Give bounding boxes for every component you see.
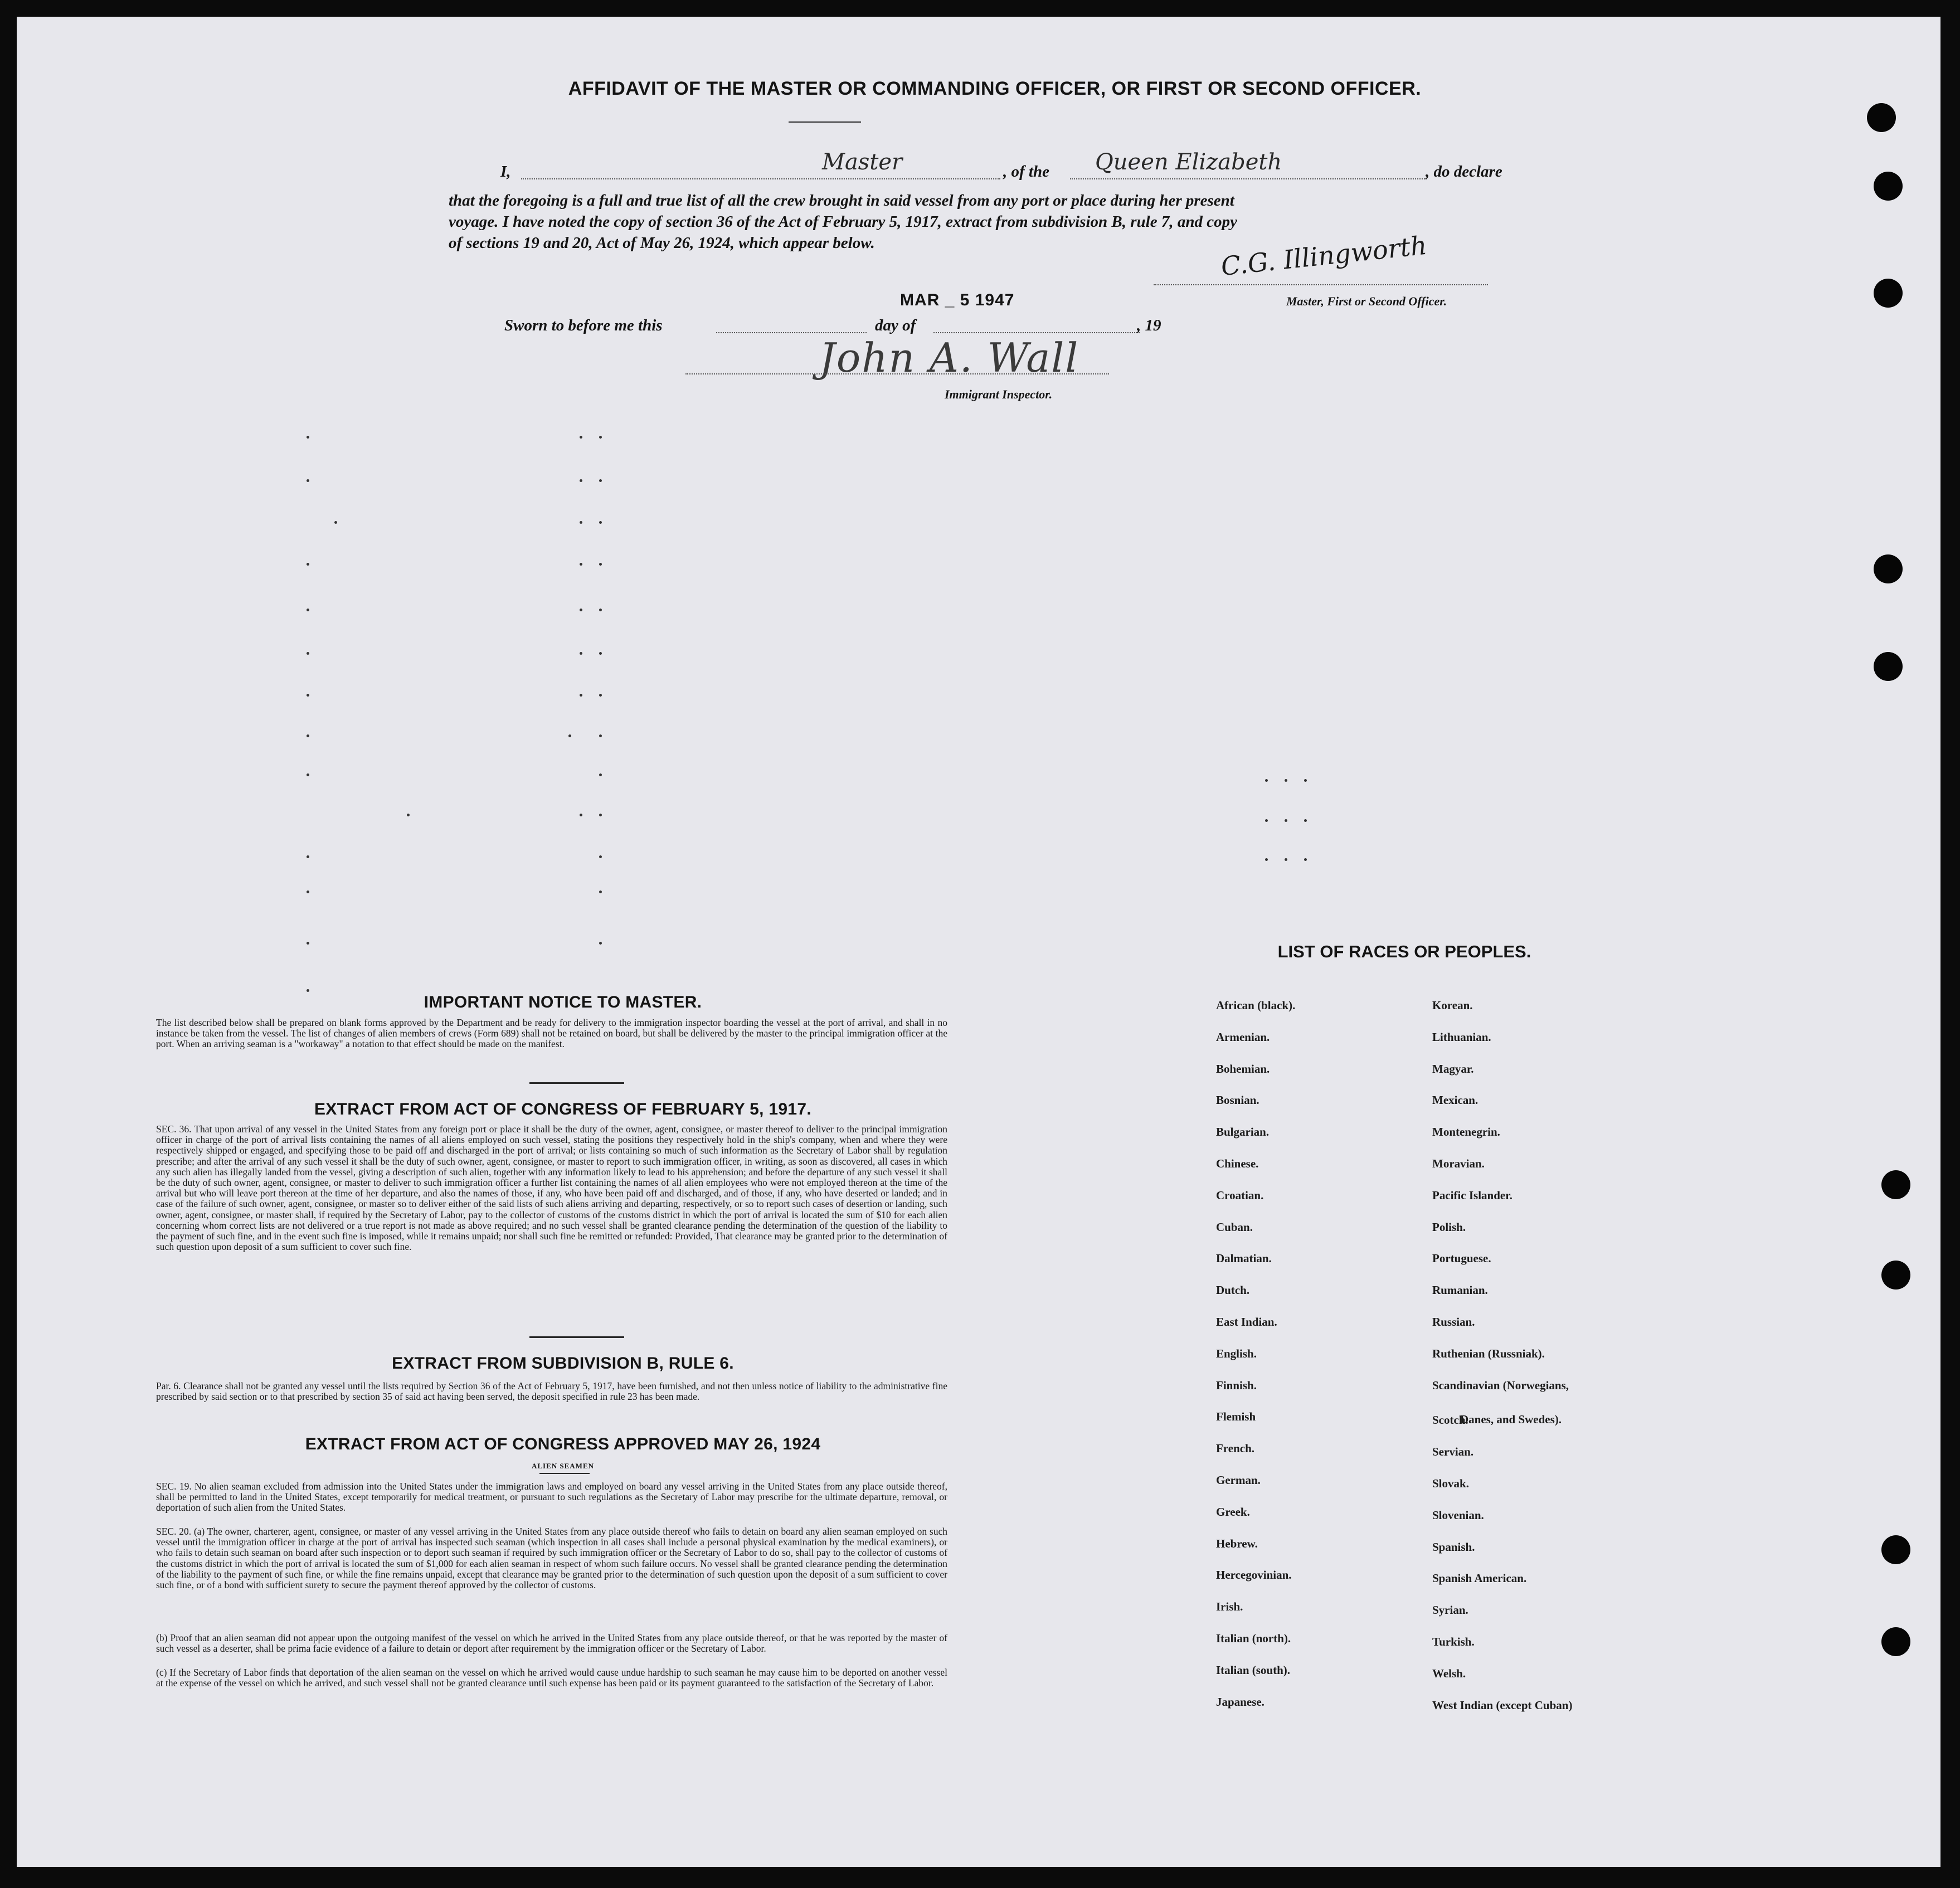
race-item-col1: Japanese.: [1216, 1695, 1264, 1709]
mark-dot: [599, 479, 602, 482]
mark-dot: [1265, 858, 1268, 861]
mark-dot: [599, 521, 602, 524]
section-20c-text: (c) If the Secretary of Labor finds that deportation of the alien seaman on the vessel on which he arrived would cause undue hardship to such seaman he may cause him to be deported on another vessel at the expense of the vessel on which he arrived, and such vessel shall not be granted clearance until such expense has been paid or its payment guaranteed to the satisfaction of the Secretary of Labor.: [156, 1667, 947, 1689]
extract-1924-subtitle: ALIEN SEAMEN: [531, 1462, 595, 1470]
section-20b-text: (b) Proof that an alien seaman did not appear upon the outgoing manifest of the vessel on which he arrived in the United States from any place outside thereof, or that he was reported by the master of such vessel as a deserter, shall be prima facie evidence of a failure to detain or deport after requirement by the immigration officer or the Secretary of Labor.: [156, 1632, 947, 1655]
mark-dot: [580, 563, 582, 566]
master-label: Master, First or Second Officer.: [1286, 294, 1447, 308]
mark-dot: [307, 479, 309, 482]
mark-dot: [599, 436, 602, 439]
mark-dot: [1285, 858, 1287, 861]
notice-title: IMPORTANT NOTICE TO MASTER.: [424, 993, 702, 1011]
punch-hole: [1881, 1170, 1910, 1199]
section-19-text: SEC. 19. No alien seaman excluded from admission into the United States under the immigration laws and employed on board any vessel arriving in the United States from any place outside thereof, shall be permitted to land in the United States, except temporarily for medical treatment, or pursuant to such regulations as the Secretary of Labor may prescribe for the ultimate departure, removal, or deportation of such alien from the United States.: [156, 1481, 947, 1514]
month-line: [933, 332, 1140, 333]
inspector-signature: John A. Wall: [819, 334, 1079, 381]
race-item-col2: Magyar.: [1432, 1062, 1474, 1076]
race-item-col1: Finnish.: [1216, 1378, 1257, 1392]
mark-dot: [307, 891, 309, 893]
master-signature: C.G. Illingworth: [1219, 230, 1428, 282]
year-label: , 19: [1137, 317, 1161, 334]
race-item-col1: Chinese.: [1216, 1157, 1259, 1170]
race-item-col2: Montenegrin.: [1432, 1125, 1500, 1139]
race-item-col2: Spanish American.: [1432, 1571, 1527, 1585]
race-item-col1: Bohemian.: [1216, 1062, 1270, 1076]
mark-dot: [307, 734, 309, 737]
race-item-col2: Slovak.: [1432, 1477, 1469, 1490]
mark-dot: [334, 521, 337, 524]
extract-1917-title: EXTRACT FROM ACT OF CONGRESS OF FEBRUARY 5, 1917.: [314, 1100, 812, 1118]
name-blank-line: [521, 178, 1000, 179]
divider: [529, 1336, 624, 1338]
mark-dot: [307, 989, 309, 992]
mark-dot: [307, 694, 309, 697]
mark-dot: [307, 773, 309, 776]
race-item-col2: Polish.: [1432, 1220, 1466, 1234]
race-item-col2: Moravian.: [1432, 1157, 1485, 1170]
punch-hole: [1874, 172, 1903, 201]
mark-dot: [307, 436, 309, 439]
race-item-col2: Slovenian.: [1432, 1508, 1484, 1522]
mark-dot: [307, 609, 309, 611]
master-signature-line: [1154, 284, 1488, 285]
divider: [529, 1082, 624, 1084]
mark-dot: [1304, 858, 1307, 861]
race-item-col1: Italian (north).: [1216, 1632, 1291, 1645]
race-item-col1: Hercegovinian.: [1216, 1568, 1292, 1582]
mark-dot: [307, 563, 309, 566]
race-item-col2: West Indian (except Cuban): [1432, 1698, 1573, 1712]
race-item-col1: East Indian.: [1216, 1315, 1277, 1329]
subdivision-b-title: EXTRACT FROM SUBDIVISION B, RULE 6.: [392, 1354, 734, 1373]
race-item-col1: French.: [1216, 1442, 1255, 1456]
mark-dot: [580, 652, 582, 655]
document-page: [17, 17, 1940, 1867]
mark-dot: [1265, 819, 1268, 822]
race-item-col2: Servian.: [1432, 1445, 1474, 1459]
race-item-continuation: Danes, and Swedes).: [1460, 1413, 1562, 1426]
mark-dot: [599, 694, 602, 697]
race-item-col2: Scandinavian (Norwegians,: [1432, 1378, 1569, 1392]
punch-hole: [1881, 1261, 1910, 1290]
mark-dot: [1285, 779, 1287, 782]
mark-dot: [599, 891, 602, 893]
race-item-col1: Hebrew.: [1216, 1536, 1258, 1550]
race-item-col1: German.: [1216, 1473, 1261, 1487]
notice-text: The list described below shall be prepared on blank forms approved by the Department and be ready for delivery to the immigration inspector boarding the vessel at the port of arrival, and shall in no instance be taken from the vessel. The list of changes of alien members of crews (Form 689) shall not be retained on board, but shall be delivered by the master to the principal immigration officer at the port. When an arriving seaman is a "workaway" a notation to that effect should be made on the manifest.: [156, 1017, 947, 1050]
mark-dot: [599, 773, 602, 776]
mark-dot: [599, 942, 602, 945]
mark-dot: [407, 814, 410, 816]
race-item-col1: African (black).: [1216, 999, 1296, 1012]
race-item-col2: Welsh.: [1432, 1666, 1466, 1680]
race-item-col2: Mexican.: [1432, 1093, 1478, 1107]
mark-dot: [599, 814, 602, 816]
affidavit-title: AFFIDAVIT OF THE MASTER OR COMMANDING OFFICER, OR FIRST OR SECOND OFFICER.: [568, 78, 1422, 99]
mark-dot: [307, 942, 309, 945]
extract-1924-title: EXTRACT FROM ACT OF CONGRESS APPROVED MAY 26, 1924: [305, 1435, 821, 1453]
vessel-blank-line: [1070, 178, 1427, 179]
race-item-col2: Portuguese.: [1432, 1252, 1491, 1266]
affidavit-of-the: , of the: [1003, 163, 1049, 181]
mark-dot: [599, 652, 602, 655]
inspector-label: Immigrant Inspector.: [945, 387, 1053, 401]
punch-hole: [1874, 279, 1903, 308]
mark-dot: [599, 855, 602, 858]
mark-dot: [307, 652, 309, 655]
mark-dot: [580, 521, 582, 524]
section-20a-text: SEC. 20. (a) The owner, charterer, agent, consignee, or master of any vessel arriving in the United States from any place outside thereof who fails to detain on board any alien seaman employed on such vessel until the immigration officer in charge at the port of arrival has inspected such seaman (which inspection in all cases shall include a personal physical examination by the medical examiners), or who fails to detain such seaman on board after such inspection or to deport such seaman if required by such immigration officer or the Secretary of Labor to do so, shall pay to the collector of customs of the customs district in which the port of arrival is located the sum of $1,000 for each alien seaman in respect of whom such failure occurs. No vessel shall be granted clearance pending the determination of the liability to the payment of such fine, or while the fine remains unpaid, except that clearance may be granted prior to the determination of such question upon the deposit of a sum sufficient to cover such fine, or of a bond with sufficient surety to secure the payment thereof approved by the collector of customs.: [156, 1526, 947, 1591]
punch-hole: [1867, 103, 1896, 132]
race-item-col2: Pacific Islander.: [1432, 1188, 1512, 1202]
mark-dot: [599, 563, 602, 566]
race-item-col1: Bosnian.: [1216, 1093, 1259, 1107]
mark-dot: [580, 609, 582, 611]
race-item-col2: Rumanian.: [1432, 1283, 1488, 1297]
race-item-col1: Greek.: [1216, 1505, 1250, 1519]
subdivision-b-text: Par. 6. Clearance shall not be granted any vessel until the lists required by Section 36 of the Act of February 5, 1917, have been furnished, and not then unless notice of liability to the administrative fine prescribed by said section or to that prescribed by section 35 of said act having been served, the deposit specified in rule 23 has been made.: [156, 1380, 947, 1403]
extract-1917-text: SEC. 36. That upon arrival of any vessel in the United States from any foreign port or place it shall be the duty of the owner, agent, consignee, or master thereof to deliver to the principal immigration officer in charge of the port of arrival lists containing the names of all aliens employed on such vessel, stating the positions they respectively hold in the ship's company, when and where they were respectively shipped or engaged, and specifying those to be paid off and discharged in the port of arrival; or lists containing so much of such information as the Secretary of Labor shall by regulation prescribe; and after the arrival of any such vessel it shall be the duty of such owner, agent, consignee, or master to report to such immigration officer, in writing, as soon as discovered, all cases in which any such alien has illegally landed from the vessel, giving a description of such alien, together with any information likely to lead to his apprehension; and before the departure of any such vessel it shall be the duty of such owner, agent, consignee, or master to deliver to such immigration officer a further list containing the names of all alien employees who were not employed thereon at the time of the arrival but who will leave port thereon at the time of her departure, and also the names of those, if any, who have been paid off and discharged, and of those, if any, who have deserted or landed; and in case of the failure of such owner, agent, consignee, or master so to deliver either of the said lists of such aliens arriving and departing, respectively, or so to report such cases of desertion or landing, such owner, agent, consignee, or master shall, if required by the Secretary of Labor, pay to the collector of customs of the customs district in which the port of arrival is located the sum of $10 for each alien concerning whom correct lists are not delivered or a true report is not made as above required; and no such vessel shall be granted clearance pending the determination of the question of the liability to the payment of such fine, and in the event such fine is imposed, while it remains unpaid; nor shall such fine be remitted or refunded: Provided, That clearance may be granted prior to the determination of such question upon deposit of a sum sufficient to cover such fine.: [156, 1123, 947, 1253]
affidavit-i-label: I,: [500, 163, 511, 181]
sworn-day-line: [716, 332, 867, 333]
punch-hole: [1881, 1535, 1910, 1564]
race-item-col1: Dutch.: [1216, 1283, 1250, 1297]
race-item-col1: Flemish: [1216, 1410, 1256, 1424]
sworn-label: Sworn to before me this: [504, 317, 663, 334]
race-item-col1: Italian (south).: [1216, 1663, 1291, 1677]
handwritten-vessel: Queen Elizabeth: [1095, 149, 1282, 175]
affidavit-line-2: that the foregoing is a full and true list of all the crew brought in said vessel from any port or place during her present: [449, 192, 1234, 210]
mark-dot: [580, 694, 582, 697]
mark-dot: [580, 479, 582, 482]
race-item-col1: Bulgarian.: [1216, 1125, 1270, 1139]
mark-dot: [580, 436, 582, 439]
divider: [539, 1473, 590, 1474]
race-item-col2: Lithuanian.: [1432, 1030, 1491, 1044]
affidavit-do-declare: , do declare: [1426, 163, 1502, 181]
mark-dot: [568, 734, 571, 737]
day-of-label: day of: [875, 317, 916, 334]
handwritten-master: Master: [822, 149, 903, 175]
race-item-col1: Dalmatian.: [1216, 1252, 1272, 1266]
mark-dot: [1265, 779, 1268, 782]
race-item-col1: Armenian.: [1216, 1030, 1270, 1044]
mark-dot: [1304, 779, 1307, 782]
race-item-col1: Irish.: [1216, 1600, 1243, 1614]
mark-dot: [599, 609, 602, 611]
race-item-col2: Syrian.: [1432, 1603, 1468, 1617]
inspector-signature-line: [685, 373, 1109, 374]
race-item-col2: Ruthenian (Russniak).: [1432, 1346, 1545, 1360]
races-title: LIST OF RACES OR PEOPLES.: [1277, 942, 1531, 961]
race-item-col2: Korean.: [1432, 999, 1473, 1012]
punch-hole: [1874, 652, 1903, 681]
race-item-col1: Croatian.: [1216, 1188, 1264, 1202]
mark-dot: [1285, 819, 1287, 822]
affidavit-line-3: voyage. I have noted the copy of section 36 of the Act of February 5, 1917, extract from subdivision B, rule 7, and copy: [449, 213, 1237, 231]
mark-dot: [580, 814, 582, 816]
mark-dot: [599, 734, 602, 737]
punch-hole: [1881, 1627, 1910, 1656]
mark-dot: [1304, 819, 1307, 822]
race-item-col2: Spanish.: [1432, 1540, 1475, 1554]
race-item-col1: Cuban.: [1216, 1220, 1253, 1234]
date-stamp: MAR _ 5 1947: [900, 291, 1015, 309]
race-item-col2: Scotch.: [1432, 1413, 1468, 1427]
punch-hole: [1874, 554, 1903, 583]
race-item-col2: Russian.: [1432, 1315, 1475, 1329]
race-item-col1: English.: [1216, 1346, 1257, 1360]
mark-dot: [307, 855, 309, 858]
affidavit-line-4: of sections 19 and 20, Act of May 26, 1924, which appear below.: [449, 234, 875, 252]
race-item-col2: Turkish.: [1432, 1635, 1475, 1648]
divider: [789, 121, 861, 123]
